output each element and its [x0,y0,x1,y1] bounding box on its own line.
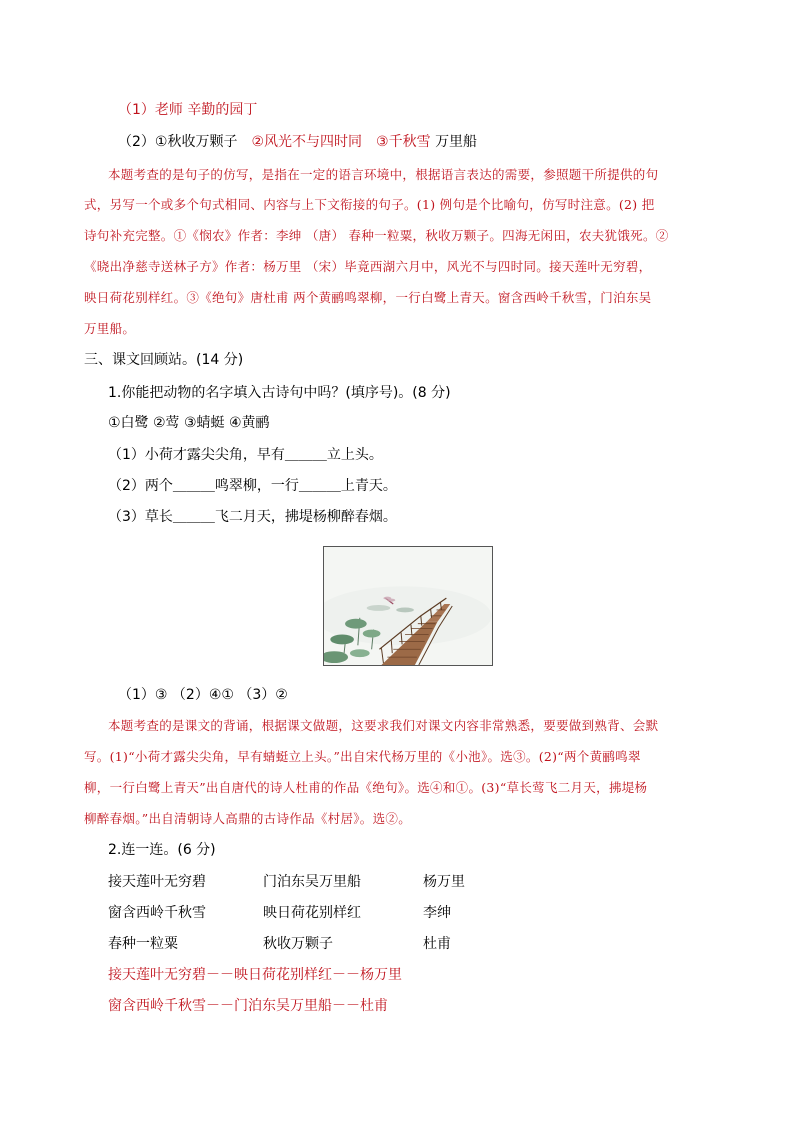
explain-q1-line-4: 柳醉春烟。”出自清朝诗人高鼎的古诗作品《村居》。选②。 [84,811,411,826]
answer-2a: ①秋收万颗子 [154,134,238,150]
match-row-2-col-1[interactable]: 窗含西岭千秋雪 [108,905,206,921]
explain-prev-line-2: 式，另写一个或多个句式相同、内容与上下文衔接的句子。(1) 例句是个比喻句，仿写时注意。(2) 把 [84,197,655,212]
sentence-1-part-b: 立上头。 [326,447,383,463]
answer-2b: ②风光不与四时同 [251,134,363,150]
answer-line-1: （1）老师 辛勤的园丁 [118,102,258,118]
answer-line-2-prefix: （2） [118,134,155,150]
match-row-1-col-2[interactable]: 门泊东吴万里船 [263,874,361,890]
explain-prev-line-1: 本题考查的是句子的仿写，是指在一定的语言环境中，根据语言表达的需要，参照题干所提供的句 [108,167,659,182]
explain-prev-line-5: 映日荷花别样红。③《绝句》唐杜甫 两个黄鹂鸣翠柳，一行白鹭上青天。窗含西岭千秋雪，门泊东吴 [84,290,652,305]
explain-q1-line-2: 写。(1)“小荷才露尖尖角，早有蜻蜓立上头。”出自宋代杨万里的《小池》。选③。(2)“两个黄鹂鸣翠 [84,749,641,764]
explain-prev-line-6: 万里船。 [84,321,136,336]
answer-line-2 [118,133,477,151]
match-row-3-col-3[interactable]: 杜甫 [423,936,451,952]
explain-q1-line-1: 本题考查的是课文的背诵，根据课文做题，这要求我们对课文内容非常熟悉，要要做到熟背、会默 [108,718,659,733]
answer-question-1: （1）③ （2）④① （3）② [118,687,288,703]
explain-prev-line-4: 《晓出净慈寺送林子方》作者：杨万里 （宋）毕竟西湖六月中，风光不与四时同。接天莲叶无穷碧， [84,259,652,274]
blank-2[interactable]: ＿＿＿ [172,478,215,494]
answer-2c: ③千秋雪 [376,134,431,150]
section-3-title: 三、课文回顾站。(14 分) [84,352,244,368]
sentence-2-part-a: （2）两个 [108,478,173,494]
sentence-3-part-a: （3）草长 [108,509,173,525]
explain-q1-line-3: 柳，一行白鹭上青天”出自唐代的诗人杜甫的作品《绝句》。选④和①。(3)“草长莺飞二月天，拂堤杨 [84,780,648,795]
blank-1[interactable]: ＿＿＿ [284,447,327,463]
explain-prev-line-3: 诗句补充完整。①《悯农》作者：李绅 （唐） 春种一粒粟，秋收万颗子。四海无闲田，农夫犹饿死。② [84,228,669,243]
question-1-options: ①白鹭 ②莺 ③蜻蜓 ④黄鹂 [108,415,270,431]
question-1-sentence-3 [108,508,397,526]
sentence-2-part-c: 上青天。 [340,478,397,494]
blank-3[interactable]: ＿＿＿ [298,478,341,494]
question-2-title: 2.连一连。(6 分) [108,842,216,858]
question-1-sentence-2 [108,477,397,495]
question-1-title: 1.你能把动物的名字填入古诗句中吗？(填序号)。(8 分) [108,385,451,401]
match-answer-2: 窗含西岭千秋雪－－门泊东吴万里船－－杜甫 [108,998,388,1014]
blank-4[interactable]: ＿＿＿ [172,509,215,525]
lotus-bridge-icon [324,547,492,665]
match-answer-1: 接天莲叶无穷碧－－映日荷花别样红－－杨万里 [108,967,402,983]
question-1-sentence-1 [108,446,383,464]
match-row-2-col-2[interactable]: 映日荷花别样红 [263,905,361,921]
sentence-3-part-b: 飞二月天，拂堤杨柳醉春烟。 [214,509,397,525]
match-row-1-col-1[interactable]: 接天莲叶无穷碧 [108,874,206,890]
answer-2d: 万里船 [435,134,478,150]
sentence-1-part-a: （1）小荷才露尖尖角，早有 [108,447,285,463]
match-row-2-col-3[interactable]: 李绅 [423,905,451,921]
lotus-pond-illustration [323,546,493,666]
match-row-1-col-3[interactable]: 杨万里 [423,874,465,890]
match-row-3-col-2[interactable]: 秋收万颗子 [263,936,333,952]
match-row-3-col-1[interactable]: 春种一粒粟 [108,936,178,952]
sentence-2-part-b: 鸣翠柳，一行 [214,478,299,494]
